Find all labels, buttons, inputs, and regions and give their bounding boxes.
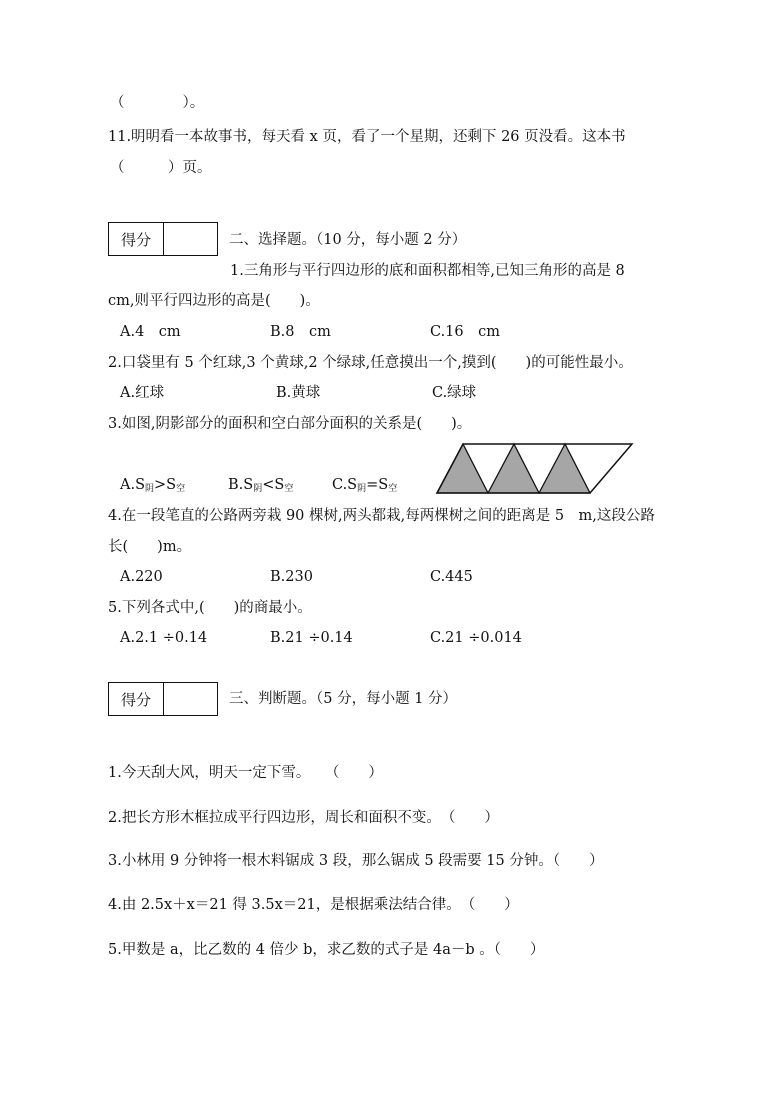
q3-option-b-mid: <S	[262, 477, 285, 493]
q3-option-c-sub1: 阴	[357, 484, 367, 494]
q3-option-a-sub2: 空	[176, 484, 186, 494]
q5-option-c: C.21 ÷0.014	[430, 630, 522, 646]
section-title: 三、判断题。（5 分，每小题 1 分）	[229, 691, 458, 707]
q5-option-a: A.2.1 ÷0.14	[120, 630, 208, 646]
q5-option-b: B.21 ÷0.14	[270, 630, 353, 646]
judge-item-1: 1.今天刮大风，明天一定下雪。 （ ）	[108, 765, 383, 781]
score-box	[108, 682, 218, 716]
q1-option-b: B.8 cm	[270, 324, 331, 340]
q5-text: 5.下列各式中,( )的商最小。	[108, 600, 312, 616]
shaded-triangle-1	[437, 444, 488, 493]
q3-option-a-mid: >S	[154, 477, 177, 493]
q3-option-c-pre: C.S	[332, 477, 358, 493]
q3-option-c	[332, 475, 397, 499]
q4-line1: 4.在一段笔直的公路两旁栽 90 棵树,两头都栽,每两棵树之间的距离是 5 m,这段公路	[108, 508, 655, 524]
q4-option-b: B.230	[270, 569, 313, 585]
q3-option-b-sub1: 阴	[253, 484, 263, 494]
q1-line1: 1.三角形与平行四边形的底和面积都相等,已知三角形的高是 8	[230, 263, 625, 279]
q1-line2: cm,则平行四边形的高是( )。	[108, 293, 320, 309]
q3-option-a	[120, 475, 185, 499]
judge-item-3: 3.小林用 9 分钟将一根木料锯成 3 段，那么锯成 5 段需要 15 分钟。（ ）	[108, 853, 604, 869]
judge-item-5: 5.甲数是 a，比乙数的 4 倍少 b，求乙数的式子是 4a－b 。（ ）	[108, 942, 545, 958]
q4-option-c: C.445	[430, 569, 473, 585]
q4-option-a: A.220	[120, 569, 163, 585]
score-blank[interactable]	[164, 223, 217, 255]
score-box	[108, 222, 218, 256]
q3-option-b	[228, 475, 293, 499]
q3-text: 3.如图,阴影部分的面积和空白部分面积的关系是( )。	[108, 416, 472, 432]
q2-option-a: A.红球	[120, 385, 165, 401]
q2-option-c: C.绿球	[432, 385, 477, 401]
score-blank[interactable]	[164, 683, 217, 715]
q3-option-a-pre: A.S	[120, 477, 146, 493]
q2-text: 2.口袋里有 5 个红球,3 个黄球,2 个绿球,任意摸出一个,摸到( )的可能性最小。	[108, 355, 633, 371]
q3-option-c-sub2: 空	[388, 484, 398, 494]
q1-option-c: C.16 cm	[430, 324, 501, 340]
shaded-parallelogram-figure	[435, 442, 635, 496]
q11-line1: 11.明明看一本故事书，每天看 x 页，看了一个星期，还剩下 26 页没看。这本书	[108, 129, 626, 145]
q11-line2: （ ）页。	[110, 160, 212, 176]
q2-option-b: B.黄球	[276, 385, 321, 401]
shaded-triangle-3	[539, 444, 590, 493]
q3-option-b-sub2: 空	[284, 484, 294, 494]
q3-option-b-pre: B.S	[228, 477, 254, 493]
q4-line2: 长( )m。	[108, 539, 192, 555]
section-title: 二、选择题。（10 分，每小题 2 分）	[229, 232, 467, 248]
previous-question-blank: （ ）。	[110, 95, 205, 111]
q3-option-a-sub1: 阴	[145, 484, 155, 494]
judge-item-4: 4.由 2.5x＋x＝21 得 3.5x＝21，是根据乘法结合律。 （ ）	[108, 897, 519, 913]
q1-option-a: A.4 cm	[120, 324, 181, 340]
shaded-triangle-2	[488, 444, 539, 493]
score-label: 得分	[109, 223, 164, 255]
judge-item-2: 2.把长方形木框拉成平行四边形，周长和面积不变。 （ ）	[108, 810, 499, 826]
score-label: 得分	[109, 683, 164, 715]
q3-option-c-mid: =S	[366, 477, 389, 493]
